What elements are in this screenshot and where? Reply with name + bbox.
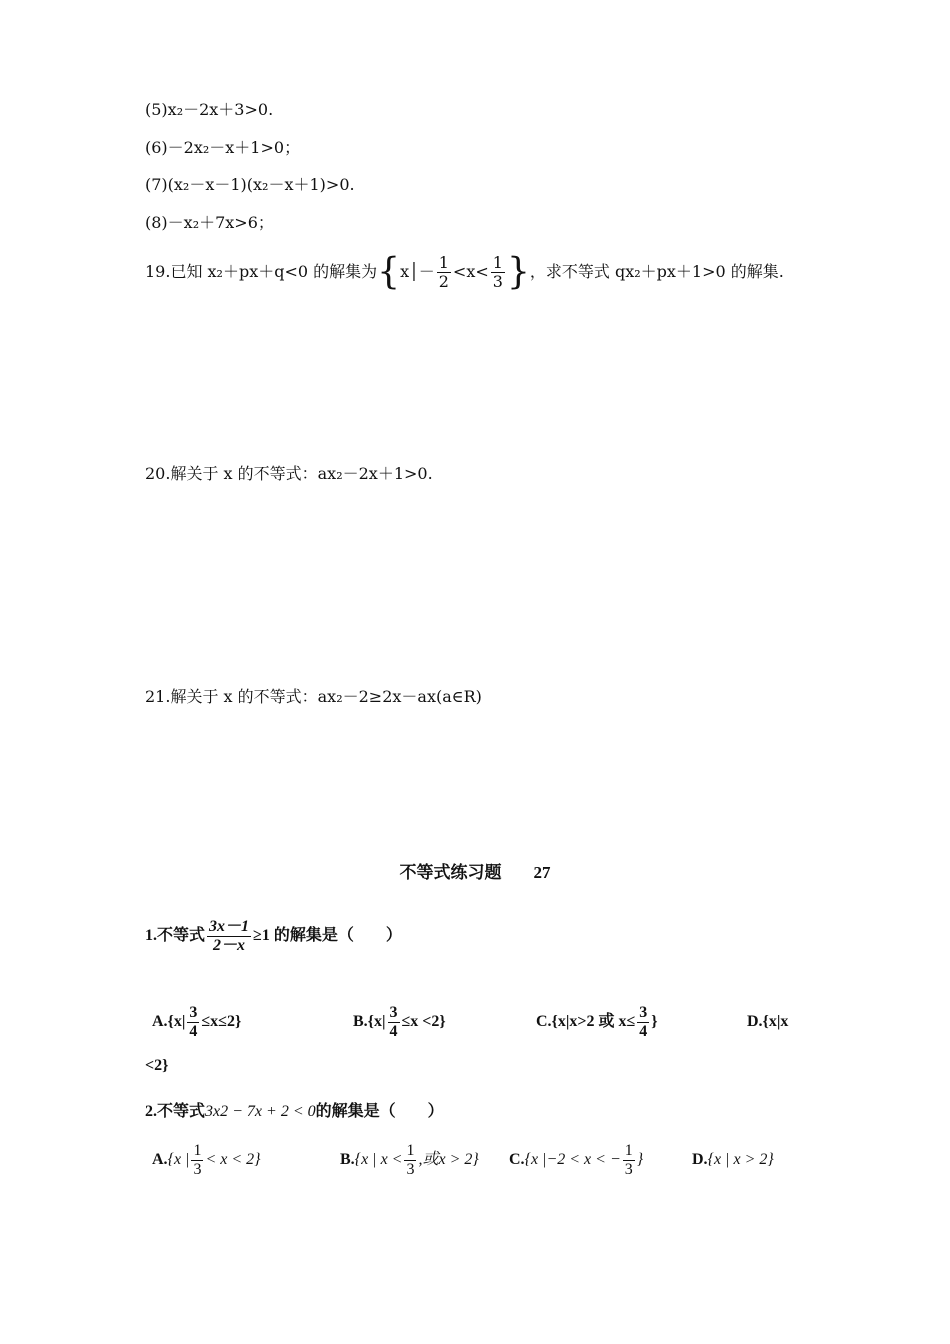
fraction xyxy=(404,1142,416,1179)
question-2 xyxy=(145,1102,444,1122)
problem-19-suffix: ，求不等式 qx₂＋px＋1>0 的解集. xyxy=(529,262,784,281)
fraction xyxy=(637,1004,649,1041)
fraction-denominator: 2 xyxy=(438,272,449,291)
problem-19-prefix: 19.已知 x₂＋px＋q<0 的解集为 xyxy=(145,262,378,281)
problem-19-mid: <x< xyxy=(452,262,489,281)
fraction-denominator: 2－x xyxy=(213,937,246,954)
q1-option-c-pre: C.{x|x>2 或 x≤ xyxy=(536,1013,636,1031)
q1-option-a-pre: A.{x| xyxy=(152,1013,186,1031)
section-title xyxy=(0,858,950,883)
q2-option-d-label: D. xyxy=(692,1151,708,1168)
q2-suffix: 的解集是（ ） xyxy=(315,1103,444,1120)
fraction-denominator: 3 xyxy=(193,1161,202,1178)
section-title-text: 不等式练习题 xyxy=(399,863,502,882)
q1-option-d[interactable] xyxy=(747,1013,788,1031)
fraction-numerator: 3x－1 xyxy=(209,918,250,935)
q2-option-b-pre: {x | x < xyxy=(354,1151,403,1169)
q2-option-a-label: A. xyxy=(152,1151,168,1169)
q1-option-b-post: ≤x <2} xyxy=(401,1013,446,1031)
q1-option-c[interactable] xyxy=(536,1004,658,1041)
q2-option-d-text: {x | x > 2} xyxy=(707,1151,774,1168)
q2-option-d[interactable] xyxy=(692,1151,774,1169)
q1-option-d-cont: <2} xyxy=(145,1057,169,1074)
q1-suffix: ≥1 的解集是（ ） xyxy=(253,927,402,945)
fraction-numerator: 3 xyxy=(639,1004,648,1021)
q2-expression: 3x2 − 7x + 2 < 0 xyxy=(205,1103,316,1120)
q1-option-d-continued xyxy=(145,1057,168,1075)
problem-5: (5)x₂－2x＋3>0. xyxy=(145,100,274,119)
q2-option-b-post: ,或x > 2} xyxy=(418,1151,479,1169)
problem-6: (6)－2x₂－x＋1>0； xyxy=(145,138,301,157)
problem-20: 20.解关于 x 的不等式：ax₂－2x＋1>0. xyxy=(145,464,433,483)
q2-option-a-pre: {x | xyxy=(167,1151,190,1169)
q1-option-d-pre: D.{x|x xyxy=(747,1013,789,1030)
problem-19-set-start: x│－ xyxy=(400,262,435,281)
fraction-numerator: 3 xyxy=(189,1004,198,1021)
fraction-half xyxy=(437,254,451,291)
problem-21: 21.解关于 x 的不等式：ax₂－2≥2x－ax(a∈R) xyxy=(145,687,482,706)
fraction-numerator: 1 xyxy=(193,1142,202,1159)
fraction-numerator: 3 xyxy=(389,1004,398,1021)
q2-option-b[interactable] xyxy=(340,1142,479,1179)
fraction-denominator: 4 xyxy=(189,1023,198,1040)
fraction xyxy=(191,1142,203,1179)
fraction xyxy=(388,1004,400,1041)
q2-option-c-post: } xyxy=(636,1151,644,1169)
q2-option-c-label: C. xyxy=(509,1151,525,1169)
q1-prefix: 1.不等式 xyxy=(145,927,206,945)
q2-option-a[interactable] xyxy=(152,1142,261,1179)
fraction-numerator: 1 xyxy=(438,253,449,272)
fraction-denominator: 3 xyxy=(624,1161,633,1178)
q1-option-b[interactable] xyxy=(353,1004,446,1041)
fraction xyxy=(623,1142,635,1179)
fraction-denominator: 4 xyxy=(639,1023,648,1040)
fraction-denominator: 3 xyxy=(406,1161,415,1178)
fraction-denominator: 4 xyxy=(389,1023,398,1040)
fraction-numerator: 1 xyxy=(406,1142,415,1159)
problem-7: (7)(x₂－x－1)(x₂－x＋1)>0. xyxy=(145,175,355,194)
q1-option-b-pre: B.{x| xyxy=(353,1013,386,1031)
right-brace: } xyxy=(506,251,530,293)
fraction xyxy=(187,1004,199,1041)
fraction-numerator: 1 xyxy=(624,1142,633,1159)
q2-option-c[interactable] xyxy=(509,1142,643,1179)
fraction-numerator: 1 xyxy=(492,253,503,272)
q1-option-c-post: } xyxy=(651,1013,658,1031)
fraction-third xyxy=(491,254,505,291)
fraction-denominator: 3 xyxy=(492,272,503,291)
problem-8: (8)－x₂＋7x>6； xyxy=(145,213,274,232)
q1-fraction xyxy=(207,918,251,955)
left-brace: { xyxy=(377,251,401,293)
q1-option-a-post: ≤x≤2} xyxy=(201,1013,242,1031)
section-number: 27 xyxy=(533,863,551,882)
q2-option-a-post: < x < 2} xyxy=(205,1151,261,1169)
q2-option-c-pre: {x |−2 < x < − xyxy=(524,1151,621,1169)
q2-prefix: 2.不等式 xyxy=(145,1103,206,1120)
question-1 xyxy=(145,918,402,966)
problem-19 xyxy=(145,251,784,298)
q2-option-b-label: B. xyxy=(340,1151,355,1169)
q1-option-a[interactable] xyxy=(152,1004,241,1041)
